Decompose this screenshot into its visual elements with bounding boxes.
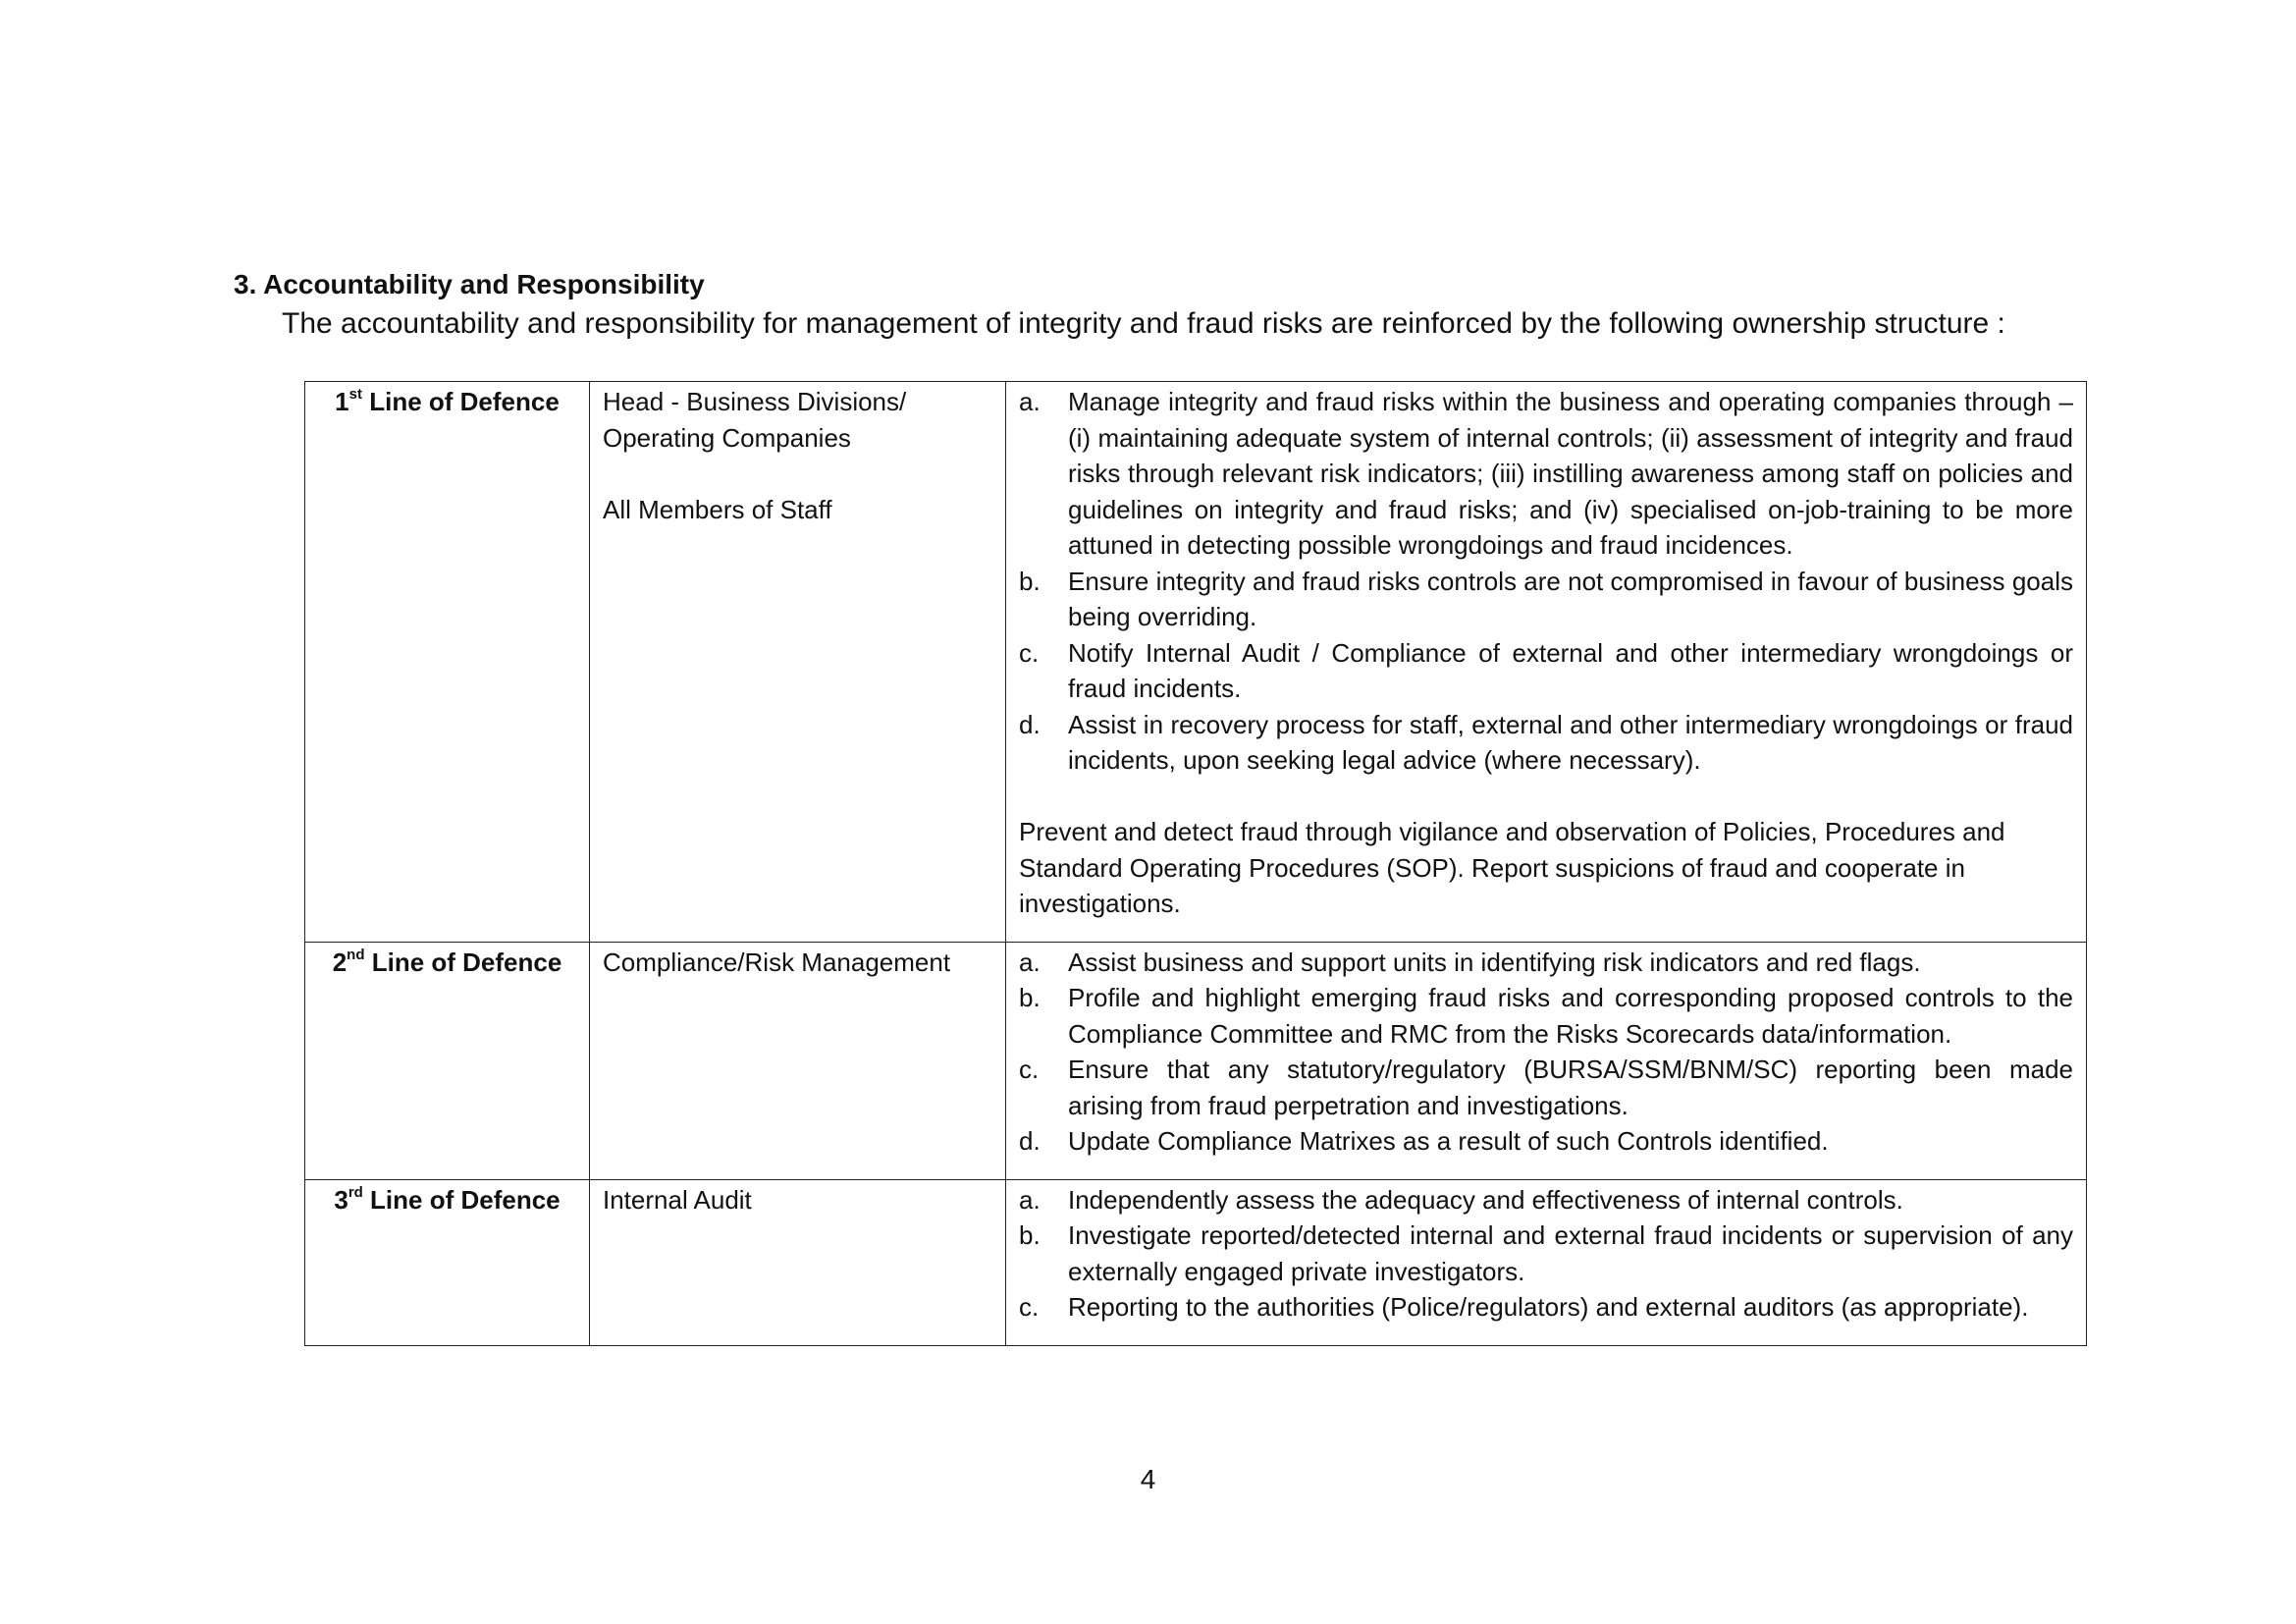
line-label: Line of Defence (364, 947, 562, 977)
table-row (305, 382, 2087, 943)
list-marker: d. (1019, 1126, 1041, 1156)
line-of-defence-cell (305, 1179, 590, 1345)
line-number: 1 (335, 387, 349, 416)
page-number: 4 (1140, 1464, 1156, 1494)
list-marker: d. (1019, 709, 1041, 739)
list-item (1019, 1123, 2073, 1160)
list-item (1019, 1182, 2073, 1218)
list-item-text: Update Compliance Matrixes as a result of such Controls identified. (1068, 1126, 1829, 1156)
list-marker: c. (1019, 1055, 1040, 1084)
list-marker: b. (1019, 1220, 1041, 1250)
list-marker: a. (1019, 387, 1041, 416)
list-marker: c. (1019, 637, 1040, 668)
section-heading: 3. Accountability and Responsibility (234, 269, 705, 299)
list-item-text: Notify Internal Audit / Compliance of external and other intermediary wrongdoings or fraud incidents. (1068, 637, 2073, 703)
list-marker: a. (1019, 947, 1041, 977)
table-row (305, 942, 2087, 1179)
section-intro: The accountability and responsibility for management of integrity and fraud risks are reinforced by the following ownership structure : (282, 307, 2005, 340)
table-row (305, 1179, 2087, 1345)
owner-text: Compliance/Risk Management (603, 947, 951, 977)
responsibility-cell (1006, 942, 2087, 1179)
owner-cell (590, 1179, 1006, 1345)
owner-text: Head - Business Divisions/ (603, 387, 907, 416)
owner-cell (590, 942, 1006, 1179)
list-marker: b. (1019, 566, 1041, 596)
list-item-text: Independently assess the adequacy and effectiveness of internal controls. (1068, 1184, 1903, 1215)
list-item-text: Assist business and support units in identifying risk indicators and red flags. (1068, 947, 1921, 977)
list-item-text: Ensure that any statutory/regulatory (BURSA/SSM/BNM/SC) reporting been made arising from fraud perpetration and investigations. (1068, 1055, 2073, 1120)
ownership-table (304, 381, 2087, 1346)
line-suffix: nd (347, 946, 365, 963)
responsibility-cell (1006, 1179, 2087, 1345)
list-item-text: Profile and highlight emerging fraud risks and corresponding proposed controls to the Compliance Committee and RMC from the Risks Scorecards data/information. (1068, 983, 2073, 1049)
list-item (1019, 707, 2073, 779)
line-label: Line of Defence (362, 1184, 561, 1215)
responsibility-list (1019, 945, 2073, 1160)
line-label: Line of Defence (361, 387, 560, 416)
responsibility-cell (1006, 382, 2087, 943)
list-item (1019, 1052, 2073, 1123)
owner-spacer (603, 456, 992, 492)
line-suffix: rd (347, 1183, 363, 1201)
line-suffix: st (348, 386, 362, 404)
line-of-defence-cell (305, 382, 590, 943)
line-of-defence-cell (305, 942, 590, 1179)
owner-text: Internal Audit (603, 1184, 752, 1215)
line-number: 3 (334, 1184, 348, 1215)
owner-cell (590, 382, 1006, 943)
list-item-text: Ensure integrity and fraud risks controls are not compromised in favour of business goals being overriding. (1068, 566, 2073, 631)
owner-text: Operating Companies (603, 422, 851, 453)
responsibility-list (1019, 1182, 2073, 1326)
list-marker: b. (1019, 983, 1041, 1012)
list-item (1019, 384, 2073, 564)
owner-text: All Members of Staff (603, 494, 832, 524)
list-marker: c. (1019, 1292, 1040, 1322)
list-marker: a. (1019, 1184, 1041, 1215)
list-item (1019, 635, 2073, 707)
list-item-text: Reporting to the authorities (Police/regulators) and external auditors (as appropriate). (1068, 1292, 2029, 1322)
list-item-text: Investigate reported/detected internal and external fraud incidents or supervision of any externally engaged private investigators. (1068, 1220, 2073, 1286)
list-item (1019, 1289, 2073, 1326)
responsibility-note: Prevent and detect fraud through vigilance and observation of Policies, Procedures and Standard Operating Procedures (SOP). Report suspicions of fraud and cooperate in investigations. (1019, 817, 2005, 918)
list-item (1019, 945, 2073, 981)
list-item-text: Manage integrity and fraud risks within the business and operating companies through – (i) maintaining adequate system of internal controls; (ii) assessment of integrity and fraud risks through relevant risk indicators; (iii) instilling awareness among staff on policies and guidelines on integrity and fraud risks; and (iv) specialised on-job-training to be more attuned in detecting possible wrongdoings and fraud incidences. (1068, 387, 2073, 560)
list-item (1019, 1218, 2073, 1289)
list-item (1019, 980, 2073, 1052)
list-item (1019, 564, 2073, 635)
line-number: 2 (332, 947, 347, 977)
responsibility-list (1019, 384, 2073, 779)
list-item-text: Assist in recovery process for staff, external and other intermediary wrongdoings or fraud incidents, upon seeking legal advice (where necessary). (1068, 709, 2073, 775)
